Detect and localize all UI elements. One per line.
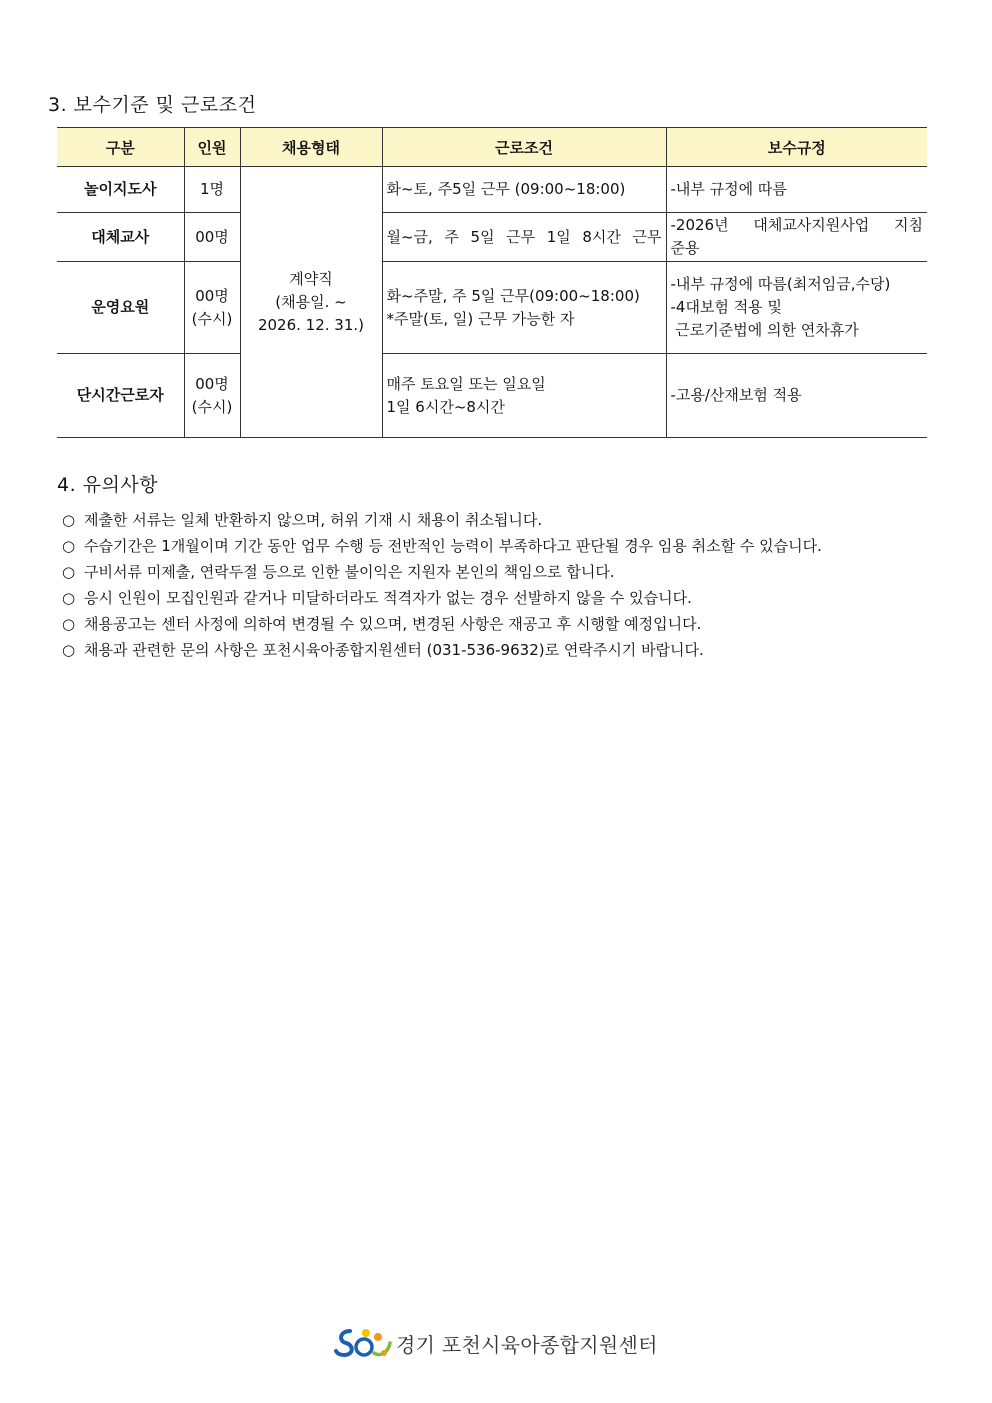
row-headcount: 00명 bbox=[184, 213, 240, 262]
row-category: 운영요원 bbox=[57, 262, 184, 354]
table-row bbox=[57, 167, 927, 213]
row-pay: -내부 규정에 따름 bbox=[666, 167, 927, 213]
employment-type-cell: 계약직 (채용일. ~ 2026. 12. 31.) bbox=[240, 167, 382, 438]
row-pay: -내부 규정에 따름(최저임금,수당) -4대보험 적용 및 근로기준법에 의한 연차휴가 bbox=[666, 262, 927, 354]
row-headcount: 1명 bbox=[184, 167, 240, 213]
row-conditions: 월~금, 주 5일 근무 1일 8시간 근무 bbox=[382, 213, 666, 262]
row-headcount: 00명 (수시) bbox=[184, 354, 240, 438]
table-row bbox=[57, 354, 927, 438]
list-item: ○ 응시 인원이 모집인원과 같거나 미달하더라도 적격자가 없는 경우 선발하지 않을 수 있습니다. bbox=[62, 586, 822, 612]
row-conditions: 매주 토요일 또는 일요일 1일 6시간~8시간 bbox=[382, 354, 666, 438]
pay-conditions-table bbox=[57, 127, 927, 438]
circle-bullet-icon: ○ bbox=[62, 615, 76, 633]
circle-bullet-icon: ○ bbox=[62, 641, 76, 659]
circle-bullet-icon: ○ bbox=[62, 589, 76, 607]
list-item: ○ 구비서류 미제출, 연락두절 등으로 인한 불이익은 지원자 본인의 책임으로 합니다. bbox=[62, 560, 822, 586]
header-category: 구분 bbox=[57, 128, 184, 167]
row-category: 대체교사 bbox=[57, 213, 184, 262]
header-work-conditions: 근로조건 bbox=[382, 128, 666, 167]
row-pay: -2026년 대체교사지원사업 지침 준용 bbox=[666, 213, 927, 262]
list-item: ○ 채용공고는 센터 사정에 의하여 변경될 수 있으며, 변경된 사항은 재공고 후 시행할 예정입니다. bbox=[62, 612, 822, 638]
organization-name: 경기 포천시육아종합지원센터 bbox=[396, 1332, 658, 1357]
notes-list bbox=[62, 508, 822, 664]
header-pay-rules: 보수규정 bbox=[666, 128, 927, 167]
footer bbox=[334, 1323, 658, 1363]
row-conditions: 화~토, 주5일 근무 (09:00~18:00) bbox=[382, 167, 666, 213]
header-headcount: 인원 bbox=[184, 128, 240, 167]
section-4-title: 4. 유의사항 bbox=[57, 474, 159, 496]
row-category: 놀이지도사 bbox=[57, 167, 184, 213]
circle-bullet-icon: ○ bbox=[62, 563, 76, 581]
row-conditions: 화~주말, 주 5일 근무(09:00~18:00) *주말(토, 일) 근무 가능한 자 bbox=[382, 262, 666, 354]
table-row bbox=[57, 213, 927, 262]
section-3-title: 3. 보수기준 및 근로조건 bbox=[48, 94, 257, 116]
row-pay: -고용/산재보험 적용 bbox=[666, 354, 927, 438]
list-item: ○ 제출한 서류는 일체 반환하지 않으며, 허위 기재 시 채용이 취소됩니다. bbox=[62, 508, 822, 534]
header-employment-type: 채용형태 bbox=[240, 128, 382, 167]
row-category: 단시간근로자 bbox=[57, 354, 184, 438]
center-logo-icon bbox=[334, 1323, 392, 1363]
table-row bbox=[57, 262, 927, 354]
circle-bullet-icon: ○ bbox=[62, 511, 76, 529]
circle-bullet-icon: ○ bbox=[62, 537, 76, 555]
row-headcount: 00명 (수시) bbox=[184, 262, 240, 354]
list-item: ○ 채용과 관련한 문의 사항은 포천시육아종합지원센터 (031-536-9632)로 연락주시기 바랍니다. bbox=[62, 638, 822, 664]
table-header-row bbox=[57, 128, 927, 167]
list-item: ○ 수습기간은 1개월이며 기간 동안 업무 수행 등 전반적인 능력이 부족하다고 판단될 경우 임용 취소할 수 있습니다. bbox=[62, 534, 822, 560]
